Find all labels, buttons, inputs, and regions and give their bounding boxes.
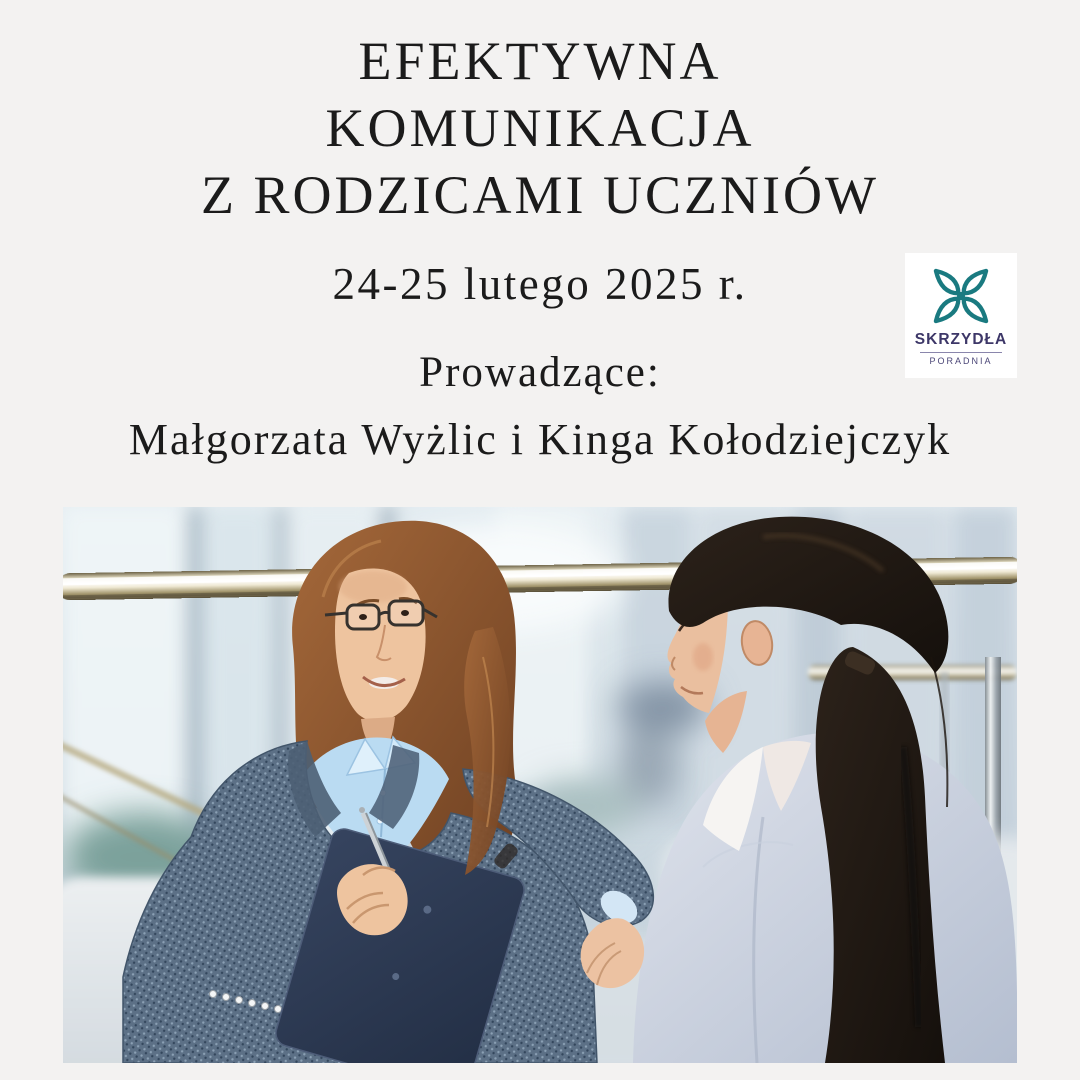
skrzydla-flower-icon xyxy=(928,263,994,329)
presenters-label: Prowadzące: xyxy=(419,349,661,396)
title-line-3: Z RODZICAMI UCZNIÓW xyxy=(201,165,879,225)
poster-title xyxy=(0,28,1080,229)
event-date: 24-25 lutego 2025 r. xyxy=(332,259,748,309)
logo-subtitle: PORADNIA xyxy=(929,356,993,366)
title-line-1: EFEKTYWNA xyxy=(358,31,722,91)
title-line-2: KOMUNIKACJA xyxy=(325,98,755,158)
presenters-names: Małgorzata Wyżlic i Kinga Kołodziejczyk xyxy=(128,415,952,464)
logo-divider xyxy=(920,352,1002,353)
workshop-photo xyxy=(63,507,1017,1063)
skrzydla-logo xyxy=(905,253,1017,378)
photo-illustration xyxy=(63,507,1017,1063)
logo-name: SKRZYDŁA xyxy=(914,331,1008,348)
